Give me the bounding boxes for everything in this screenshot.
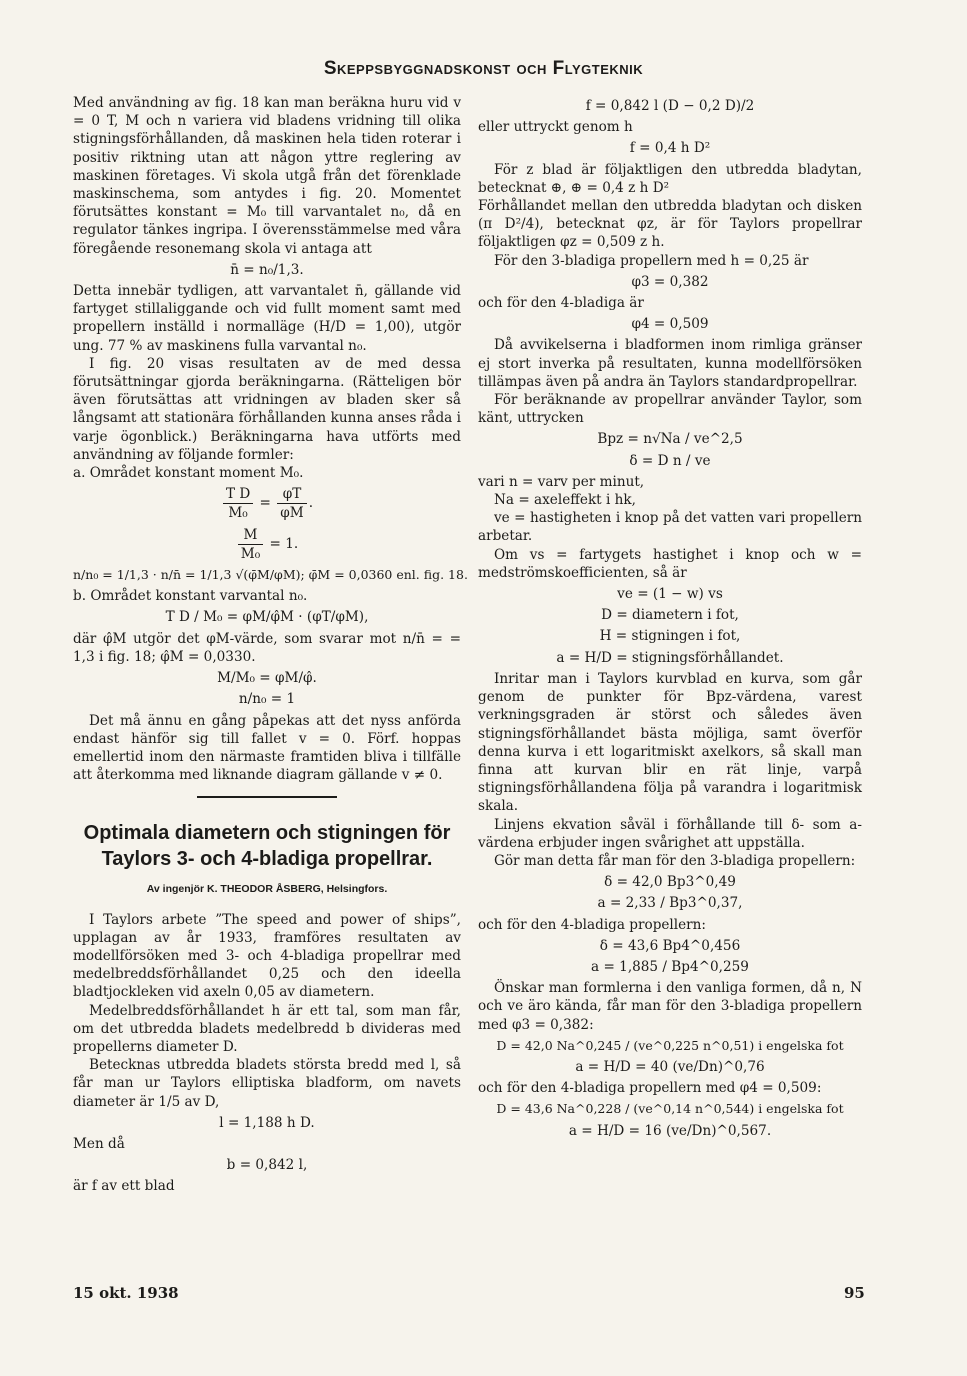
equation: M/M₀ = φM/φ̂. [217, 670, 317, 687]
paragraph: Men då [73, 1135, 125, 1152]
paragraph: eller uttryckt genom h [478, 119, 633, 136]
definition: vari n = varv per minut, [478, 473, 645, 490]
article-title: Optimala diametern och stigningen för Taylors 3- och 4-bladiga propellrar. [83, 822, 451, 871]
issue-date: 15 okt. 1938 [73, 1284, 179, 1302]
equation: l = 1,188 h D. [219, 1114, 315, 1131]
definition: Na = axeleffekt i hk, [494, 492, 636, 509]
equation: D = 42,0 Na^0,245 / (ve^0,225 n^0,51) i engelska fot [496, 1037, 844, 1053]
definition: ve = hastigheten i knop på det vatten vari propellern arbetar. [478, 510, 862, 545]
paragraph: För z blad är följaktligen den utbredda bladytan, betecknat ⊕, ⊕ = 0,4 z h D² [478, 161, 862, 196]
paragraph: där φ̂M utgör det φM-värde, som svarar mot n/n̄ = = 1,3 i fig. 18; φ̂M = 0,0330. [73, 630, 461, 665]
equation: φ3 = 0,382 [631, 273, 709, 290]
equation: δ = D n / ve [629, 452, 711, 469]
paragraph: och för den 4-bladiga är [478, 295, 644, 312]
equation: n/n₀ = 1 [238, 691, 296, 708]
equation: a = H/D = 40 (ve/Dn)^0,76 [575, 1058, 765, 1075]
equation: $\frac{\text{T D}}{\text{M₀}}$ = $\frac{\varphi T}{\varphi M}$ . [73, 485, 461, 522]
paragraph: För beräknande av propellrar använder Taylor, som känt, uttrycken [478, 392, 862, 427]
page-number: 95 [844, 1284, 865, 1302]
equation: D = 43,6 Na^0,228 / (ve^0,14 n^0,544) i engelska fot [496, 1101, 844, 1117]
left-column [73, 94, 468, 1196]
equation: ve = (1 − w) vs [617, 586, 723, 603]
equation: a = H/D = 16 (ve/Dn)^0,567. [568, 1122, 772, 1139]
section-heading: a. Området konstant moment M₀. [73, 465, 304, 482]
paragraph: Medelbreddsförhållandet h är ett tal, som man får, om det utbredda bladets medelbredd b divideras med propellerns diameter D. [73, 1002, 461, 1055]
paragraph: Gör man detta får man för den 3-bladiga propellern: [494, 852, 856, 869]
equation: δ = 43,6 Bp4^0,456 [599, 937, 741, 954]
equation: φ4 = 0,509 [631, 316, 709, 333]
paragraph: Förhållandet mellan den utbredda bladytan och disken (π D²/4), betecknat φz, är för Taylors propellrar följaktligen φz = 0,509 z h. [478, 198, 862, 251]
divider [197, 796, 337, 798]
equation: a = 2,33 / Bp3^0,37, [597, 895, 743, 912]
equation: n/n₀ = 1/1,3 · n/n̄ = 1/1,3 √(φ̄M/φM); φ̄M = 0,0360 enl. fig. 18. [73, 567, 468, 583]
equation: T D / M₀ = φM/φ̂M · (φT/φM), [165, 609, 369, 626]
running-header: Skeppsbyggnadskonst och Flygteknik [323, 58, 644, 79]
paragraph: Önskar man formlerna i den vanliga formen, då n, N och ve äro kända, får man för den 3-bladiga propellern med φ3 = 0,382: [478, 980, 862, 1033]
equation: n̄ = n₀/1,3. [230, 261, 304, 278]
paragraph: är f av ett blad [73, 1178, 175, 1195]
paragraph: I fig. 20 visas resultaten av de med dessa förutsättningar gjorda beräkningarna. (Rätteligen bör även förutsättas att vridningen av bladen sker så långsamt att stationära förhållanden kunna anses råda i varje ögonblick.) Beräkningarna hava utförts med användning av följande formler: [73, 355, 461, 463]
paragraph: och för den 4-bladiga propellern med φ4 = 0,509: [478, 1080, 822, 1097]
section-heading: b. Området konstant varvantal n₀. [73, 588, 308, 605]
equation: f = 0,4 h D² [629, 140, 711, 157]
equation: f = 0,842 l (D − 0,2 D)/2 [585, 98, 755, 114]
paragraph: Det må ännu en gång påpekas att det nyss anförda endast hänför sig till fallet v = 0. Förf. hoppas emellertid inom den närmaste framtiden bliva i tillfälle att återkomma med liknande diagram gällande v ≠ 0. [73, 712, 461, 784]
equation: D = diametern i fot, [601, 607, 739, 624]
paragraph: Med användning av fig. 18 kan man beräkna huru vid v = 0 T, M och n variera vid bladens vridning till olika stigningsförhållanden, då maskinen hela tiden roterar i positiv riktning utan att någon yttre reglering av maskinen företages. Vi skola utgå från det förenklade maskinschema, som antydes i fig. 20. Momentet förutsättes konstant = M₀ till varvantalet n₀, då en regulator tänkes ingripa. I överensstämmelse med våra föregående resonemang skola vi antaga att [73, 95, 461, 257]
equation: Bpz = n√Na / ve^2,5 [597, 431, 743, 448]
equation: a = H/D = stigningsförhållandet. [556, 649, 784, 666]
paragraph: Inritar man i Taylors kurvblad en kurva, som går genom de punkter för Bpz-värdena, varest verkningsgraden är störst och således även stigningsförhållandet bästa möjliga, samt överför denna kurva i ett logaritmiskt axelkors, så skall man finna att kurvan blir en rät linje, varpå stigningsförhållandena följa på varandra i logaritmisk skala. [478, 670, 862, 815]
paragraph: Linjens ekvation såväl i förhållande till δ- som a-värdena erbjuder ingen svårighet att uppställa. [478, 816, 862, 851]
paragraph: Betecknas utbredda bladets största bredd med l, så får man ur Taylors elliptiska bladform, om navets diameter är 1/5 av D, [73, 1057, 461, 1110]
paragraph: För den 3-bladiga propellern med h = 0,25 är [494, 252, 809, 269]
equation: a = 1,885 / Bp4^0,259 [591, 958, 749, 975]
equation: $\frac{M}{\text{M₀}}$ = 1. [73, 526, 461, 563]
author-byline: Av ingenjör K. THEODOR ÅSBERG, Helsingfors. [146, 883, 388, 896]
equation: H = stigningen i fot, [599, 628, 741, 645]
paragraph: och för den 4-bladiga propellern: [478, 916, 707, 933]
paragraph: Om vs = fartygets hastighet i knop och w = medströmskoefficienten, så är [478, 546, 862, 581]
paragraph: Detta innebär tydligen, att varvantalet n̄, gällande vid fartyget stillaliggande och vid fullt moment samt med propellern inställd i normalläge (H/D = 1,00), utgör ung. 77 % av maskinens fulla varvantal n₀. [73, 283, 461, 354]
right-column [478, 94, 862, 1143]
equation: δ = 42,0 Bp3^0,49 [604, 874, 736, 891]
paragraph: I Taylors arbete ”The speed and power of ships”, upplagan av år 1933, framföres resultaten av modellförsöken med 3- och 4-bladiga propellrar med medelbreddsförhållandet 0,25 och den ideella bladtjockleken vid axeln 0,05 av diametern. [73, 911, 461, 1001]
paragraph: Då avvikelserna i bladformen inom rimliga gränser ej stort inverka på resultaten, kunna modellförsöken tillämpas även på andra än Taylors standardpropellrar. [478, 337, 862, 390]
equation: b = 0,842 l, [226, 1157, 308, 1174]
